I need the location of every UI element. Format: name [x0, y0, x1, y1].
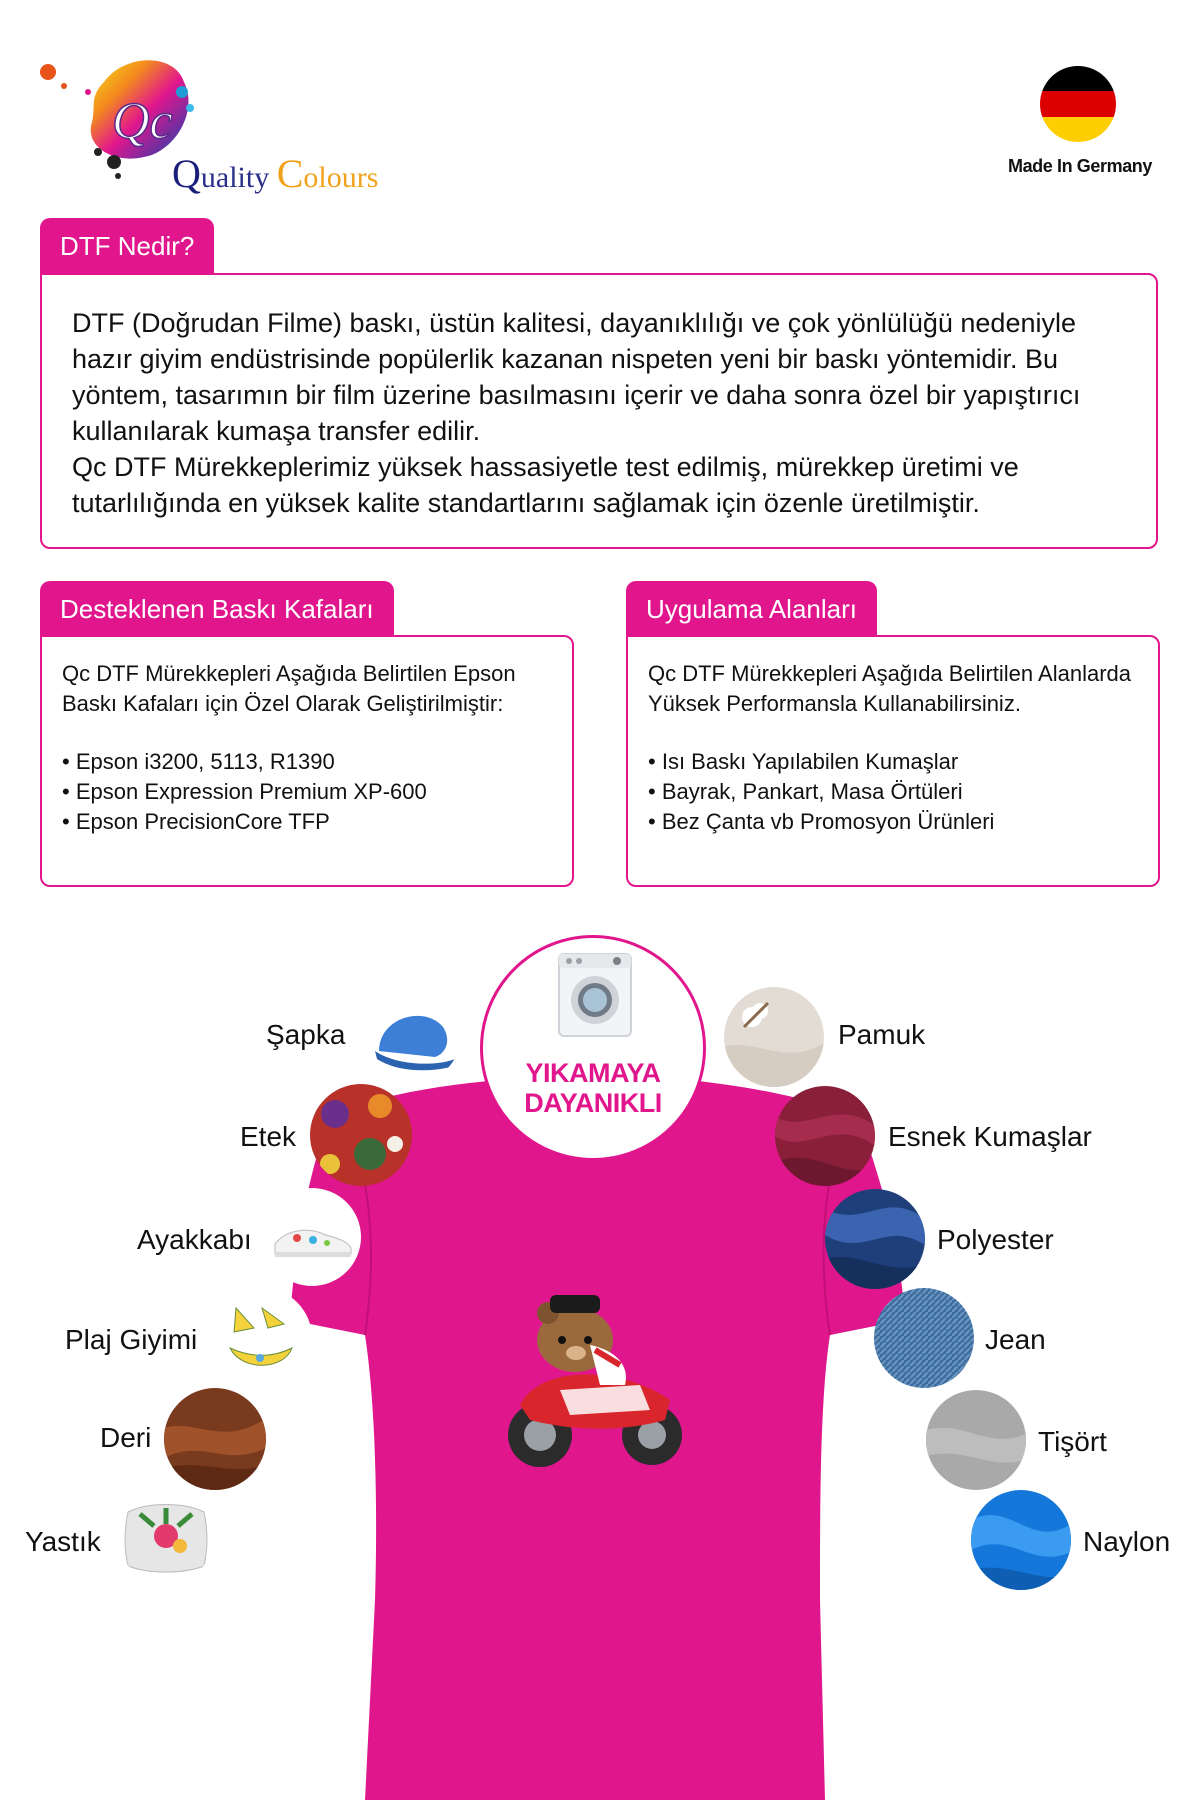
intro-paragraph-1: DTF (Doğrudan Filme) baskı, üstün kalitesi, dayanıklılığı ve çok yönlülüğü nedeniyle hazır giyim endüstrisinde popülerlik kazanan nispeten yeni bir baskı yöntemidir. Bu yöntem, tasarımın bir film üzerine basılmasını içerir ve daha sonra özel bir yapıştırıcı kullanılarak kumaşa transfer edilir.	[72, 308, 1081, 446]
tshirt-fabric-icon	[926, 1390, 1026, 1490]
material-label-nylon: Naylon	[1083, 1526, 1171, 1557]
applications-title: Uygulama Alanları	[626, 581, 877, 637]
wash-resistant-line-2: DAYANIKLI	[524, 1088, 662, 1118]
list-item: • Bayrak, Pankart, Masa Örtüleri	[648, 777, 1138, 807]
list-item: • Epson PrecisionCore TFP	[62, 807, 552, 837]
polyester-icon	[825, 1189, 925, 1289]
material-label-skirt: Etek	[240, 1121, 297, 1152]
brand-name-uality: uality	[200, 161, 277, 194]
list-item: • Isı Baskı Yapılabilen Kumaşlar	[648, 747, 1138, 777]
nylon-icon	[971, 1490, 1071, 1590]
material-label-hat: Şapka	[266, 1019, 346, 1050]
denim-icon	[874, 1288, 974, 1388]
wash-resistant-badge	[480, 935, 706, 1161]
made-in-germany-label: Made In Germany	[1007, 156, 1153, 176]
material-label-stretch: Esnek Kumaşlar	[888, 1121, 1092, 1152]
list-item: • Bez Çanta vb Promosyon Ürünleri	[648, 807, 1138, 837]
wash-resistant-label	[483, 1058, 703, 1118]
material-label-beachwear: Plaj Giyimi	[65, 1324, 198, 1355]
material-label-polyester: Polyester	[937, 1224, 1054, 1255]
logo-letters: Qc	[112, 93, 173, 150]
intro-title: DTF Nedir?	[40, 218, 214, 274]
material-label-leather: Deri	[100, 1422, 152, 1453]
material-label-shoe: Ayakkabı	[137, 1224, 252, 1255]
stretch-fabric-icon	[775, 1086, 875, 1186]
brand-name-olours: olours	[303, 161, 379, 194]
leather-icon	[164, 1388, 266, 1490]
material-label-cotton: Pamuk	[838, 1019, 926, 1050]
list-item: • Epson i3200, 5113, R1390	[62, 747, 552, 777]
pillow-icon	[118, 1488, 214, 1584]
hat-icon	[365, 987, 461, 1083]
wash-resistant-line-1: YIKAMAYA	[525, 1058, 661, 1088]
list-item: • Epson Expression Premium XP-600	[62, 777, 552, 807]
print-heads-intro: Qc DTF Mürekkepleri Aşağıda Belirtilen Epson Baskı Kafaları için Özel Olarak Geliştirilmiştir:	[62, 661, 516, 716]
bear-motorbike-print-icon	[500, 1285, 690, 1475]
cotton-icon	[724, 987, 824, 1087]
washing-machine-icon	[555, 952, 635, 1038]
bikini-icon	[212, 1288, 312, 1388]
material-label-pillow: Yastık	[25, 1526, 101, 1557]
skirt-fabric-icon	[310, 1084, 412, 1186]
shoe-icon	[263, 1188, 361, 1286]
brand-name-c: C	[276, 151, 304, 196]
print-heads-title: Desteklenen Baskı Kafaları	[40, 581, 394, 637]
material-label-denim: Jean	[985, 1324, 1046, 1355]
applications-intro: Qc DTF Mürekkepleri Aşağıda Belirtilen Alanlarda Yüksek Performansla Kullanabilirsiniz.	[648, 661, 1131, 716]
material-label-tshirt: Tişört	[1038, 1426, 1107, 1457]
intro-paragraph-2: Qc DTF Mürekkeplerimiz yüksek hassasiyetle test edilmiş, mürekkep üretimi ve tutarlılığında en yüksek kalite standartlarını sağlamak için özenle üretilmiştir.	[72, 452, 1019, 518]
brand-name-q: Q	[172, 151, 201, 196]
